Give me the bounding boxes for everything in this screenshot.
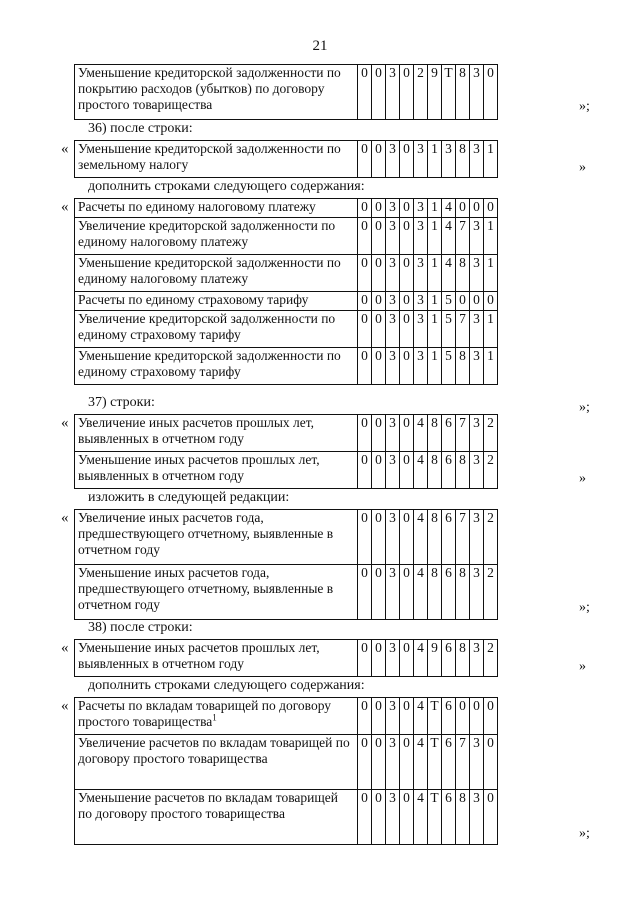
row-description: Уменьшение расчетов по вкладам товарищей по договору простого товарищества bbox=[75, 790, 358, 845]
code-table bbox=[74, 414, 498, 489]
code-digit-cell: 7 bbox=[456, 218, 470, 255]
code-digit-cell: 5 bbox=[442, 348, 456, 385]
code-digit-cell: 0 bbox=[400, 640, 414, 677]
code-digit-cell: Т bbox=[428, 735, 442, 790]
code-digit-cell: 0 bbox=[372, 698, 386, 735]
code-digit-cell: 0 bbox=[484, 735, 498, 790]
code-digit-cell: 1 bbox=[428, 255, 442, 292]
closing-quote: »; bbox=[579, 99, 590, 114]
code-digit-cell: 0 bbox=[456, 292, 470, 311]
code-table-segment bbox=[61, 697, 590, 845]
code-digit-cell: 0 bbox=[358, 510, 372, 565]
code-digit-cell: 0 bbox=[400, 735, 414, 790]
code-digit-cell: 3 bbox=[386, 348, 400, 385]
code-digit-cell: 8 bbox=[428, 510, 442, 565]
code-digit-cell: 3 bbox=[386, 311, 400, 348]
code-digit-cell: 1 bbox=[484, 141, 498, 178]
opening-quote: « bbox=[61, 698, 69, 714]
code-digit-cell: 0 bbox=[400, 452, 414, 489]
code-digit-cell: 8 bbox=[428, 565, 442, 620]
table-row bbox=[75, 415, 498, 452]
code-digit-cell: Т bbox=[428, 698, 442, 735]
code-digit-cell: 0 bbox=[358, 292, 372, 311]
code-digit-cell: 8 bbox=[456, 565, 470, 620]
code-digit-cell: 8 bbox=[428, 452, 442, 489]
code-digit-cell: 3 bbox=[470, 790, 484, 845]
code-digit-cell: 2 bbox=[484, 452, 498, 489]
code-digit-cell: 4 bbox=[442, 218, 456, 255]
code-table-segment bbox=[61, 414, 586, 489]
code-digit-cell: 6 bbox=[442, 640, 456, 677]
row-description: Уменьшение иных расчетов прошлых лет, выявленных в отчетном году bbox=[75, 452, 358, 489]
code-digit-cell: 4 bbox=[414, 698, 428, 735]
code-digit-cell: 2 bbox=[484, 510, 498, 565]
row-description: Расчеты по единому налоговому платежу bbox=[75, 199, 358, 218]
code-digit-cell: 3 bbox=[470, 510, 484, 565]
code-digit-cell: Т bbox=[428, 790, 442, 845]
opening-quote: « bbox=[61, 199, 69, 215]
code-digit-cell: 0 bbox=[470, 292, 484, 311]
code-table bbox=[74, 140, 498, 178]
code-digit-cell: 9 bbox=[428, 65, 442, 120]
code-digit-cell: 3 bbox=[386, 199, 400, 218]
code-digit-cell: 7 bbox=[456, 735, 470, 790]
code-digit-cell: 0 bbox=[456, 698, 470, 735]
code-digit-cell: 0 bbox=[372, 735, 386, 790]
code-digit-cell: 4 bbox=[442, 199, 456, 218]
code-digit-cell: 3 bbox=[414, 199, 428, 218]
code-digit-cell: 3 bbox=[386, 141, 400, 178]
code-digit-cell: 0 bbox=[400, 311, 414, 348]
code-digit-cell: 3 bbox=[470, 348, 484, 385]
code-digit-cell: 0 bbox=[372, 311, 386, 348]
opening-quote: « bbox=[61, 141, 69, 157]
code-digit-cell: 2 bbox=[484, 415, 498, 452]
table-row bbox=[75, 640, 498, 677]
code-digit-cell: 8 bbox=[456, 790, 470, 845]
code-digit-cell: 1 bbox=[484, 218, 498, 255]
code-digit-cell: 1 bbox=[484, 255, 498, 292]
code-digit-cell: 3 bbox=[470, 415, 484, 452]
code-digit-cell: 0 bbox=[358, 415, 372, 452]
table-row bbox=[75, 565, 498, 620]
code-digit-cell: 3 bbox=[470, 640, 484, 677]
code-digit-cell: 0 bbox=[400, 255, 414, 292]
closing-quote: »; bbox=[579, 826, 590, 841]
code-digit-cell: 2 bbox=[414, 65, 428, 120]
code-digit-cell: 0 bbox=[372, 565, 386, 620]
code-digit-cell: 8 bbox=[456, 348, 470, 385]
code-digit-cell: 4 bbox=[414, 452, 428, 489]
code-digit-cell: 7 bbox=[456, 510, 470, 565]
code-digit-cell: 0 bbox=[372, 218, 386, 255]
code-digit-cell: 1 bbox=[484, 311, 498, 348]
instruction-line: изложить в следующей редакции: bbox=[88, 490, 290, 505]
code-digit-cell: 0 bbox=[358, 698, 372, 735]
row-description: Увеличение иных расчетов года, предшествующего отчетному, выявленные в отчетном году bbox=[75, 510, 358, 565]
row-description: Увеличение кредиторской задолженности по единому страховому тарифу bbox=[75, 311, 358, 348]
code-digit-cell: 0 bbox=[372, 199, 386, 218]
code-digit-cell: 3 bbox=[386, 510, 400, 565]
code-digit-cell: 8 bbox=[456, 141, 470, 178]
closing-quote: » bbox=[579, 471, 586, 486]
code-digit-cell: 0 bbox=[400, 292, 414, 311]
code-digit-cell: 0 bbox=[400, 199, 414, 218]
code-digit-cell: 0 bbox=[358, 199, 372, 218]
code-digit-cell: 0 bbox=[400, 218, 414, 255]
row-description: Увеличение кредиторской задолженности по единому налоговому платежу bbox=[75, 218, 358, 255]
code-digit-cell: 6 bbox=[442, 415, 456, 452]
code-digit-cell: 1 bbox=[428, 199, 442, 218]
code-digit-cell: 0 bbox=[372, 255, 386, 292]
code-digit-cell: 0 bbox=[358, 348, 372, 385]
code-digit-cell: 6 bbox=[442, 452, 456, 489]
code-digit-cell: 3 bbox=[386, 65, 400, 120]
code-table-segment bbox=[61, 639, 586, 677]
code-digit-cell: 3 bbox=[386, 565, 400, 620]
opening-quote: « bbox=[61, 640, 69, 656]
code-digit-cell: 3 bbox=[386, 218, 400, 255]
table-row bbox=[75, 452, 498, 489]
code-digit-cell: 3 bbox=[386, 698, 400, 735]
code-digit-cell: 4 bbox=[414, 565, 428, 620]
opening-quote: « bbox=[61, 415, 69, 431]
code-digit-cell: 2 bbox=[484, 640, 498, 677]
code-digit-cell: 0 bbox=[484, 199, 498, 218]
table-row bbox=[75, 311, 498, 348]
code-digit-cell: 0 bbox=[372, 141, 386, 178]
code-table bbox=[74, 198, 498, 385]
instruction-line: 36) после строки: bbox=[88, 121, 193, 136]
code-digit-cell: 0 bbox=[358, 255, 372, 292]
code-digit-cell: 3 bbox=[470, 218, 484, 255]
table-row bbox=[75, 790, 498, 845]
code-digit-cell: 3 bbox=[386, 292, 400, 311]
code-digit-cell: 3 bbox=[414, 141, 428, 178]
code-digit-cell: 1 bbox=[428, 311, 442, 348]
code-digit-cell: 3 bbox=[414, 218, 428, 255]
instruction-line: 38) после строки: bbox=[88, 620, 193, 635]
code-table-segment bbox=[61, 509, 590, 620]
code-digit-cell: 3 bbox=[386, 640, 400, 677]
footnote-marker: 1 bbox=[212, 712, 217, 723]
code-digit-cell: 0 bbox=[456, 199, 470, 218]
table-row bbox=[75, 698, 498, 735]
code-digit-cell: 0 bbox=[484, 292, 498, 311]
code-digit-cell: 3 bbox=[470, 65, 484, 120]
code-digit-cell: 0 bbox=[400, 348, 414, 385]
code-digit-cell: 1 bbox=[428, 348, 442, 385]
code-digit-cell: 0 bbox=[484, 698, 498, 735]
code-digit-cell: 3 bbox=[470, 565, 484, 620]
code-digit-cell: 5 bbox=[442, 292, 456, 311]
code-digit-cell: 6 bbox=[442, 735, 456, 790]
code-digit-cell: 6 bbox=[442, 790, 456, 845]
code-digit-cell: 3 bbox=[470, 255, 484, 292]
table-row bbox=[75, 255, 498, 292]
code-digit-cell: 8 bbox=[428, 415, 442, 452]
code-digit-cell: 6 bbox=[442, 510, 456, 565]
code-digit-cell: 0 bbox=[400, 141, 414, 178]
closing-quote: »; bbox=[579, 600, 590, 615]
row-description: Уменьшение кредиторской задолженности по единому налоговому платежу bbox=[75, 255, 358, 292]
code-digit-cell: 7 bbox=[456, 415, 470, 452]
code-digit-cell: 3 bbox=[386, 415, 400, 452]
code-digit-cell: 8 bbox=[456, 65, 470, 120]
table-row bbox=[75, 65, 498, 120]
code-table-segment bbox=[61, 140, 586, 178]
code-digit-cell: 0 bbox=[400, 698, 414, 735]
code-digit-cell: 3 bbox=[470, 735, 484, 790]
closing-quote: » bbox=[579, 160, 586, 175]
code-table bbox=[74, 697, 498, 845]
code-digit-cell: 0 bbox=[372, 790, 386, 845]
row-description: Уменьшение кредиторской задолженности по единому страховому тарифу bbox=[75, 348, 358, 385]
code-digit-cell: 2 bbox=[484, 565, 498, 620]
code-digit-cell: 7 bbox=[456, 311, 470, 348]
code-digit-cell: 0 bbox=[400, 790, 414, 845]
code-digit-cell: 3 bbox=[386, 452, 400, 489]
row-description: Уменьшение кредиторской задолженности по земельному налогу bbox=[75, 141, 358, 178]
code-digit-cell: 3 bbox=[386, 790, 400, 845]
table-row bbox=[75, 348, 498, 385]
code-digit-cell: 0 bbox=[358, 735, 372, 790]
code-digit-cell: 0 bbox=[372, 640, 386, 677]
code-digit-cell: 0 bbox=[372, 510, 386, 565]
code-digit-cell: 3 bbox=[470, 311, 484, 348]
code-digit-cell: 3 bbox=[470, 141, 484, 178]
code-digit-cell: 3 bbox=[414, 348, 428, 385]
code-digit-cell: 4 bbox=[414, 640, 428, 677]
code-digit-cell: 3 bbox=[414, 311, 428, 348]
code-digit-cell: 4 bbox=[414, 735, 428, 790]
instruction-line: дополнить строками следующего содержания: bbox=[88, 678, 365, 693]
code-digit-cell: 0 bbox=[400, 415, 414, 452]
code-digit-cell: 0 bbox=[358, 311, 372, 348]
code-digit-cell: 0 bbox=[372, 292, 386, 311]
code-digit-cell: 0 bbox=[372, 415, 386, 452]
code-digit-cell: 0 bbox=[484, 790, 498, 845]
code-digit-cell: 1 bbox=[428, 141, 442, 178]
code-digit-cell: 1 bbox=[484, 348, 498, 385]
code-table bbox=[74, 639, 498, 677]
code-digit-cell: 0 bbox=[358, 640, 372, 677]
page-number: 21 bbox=[312, 38, 328, 54]
code-digit-cell: 0 bbox=[372, 65, 386, 120]
code-digit-cell: 4 bbox=[414, 510, 428, 565]
code-digit-cell: 0 bbox=[400, 65, 414, 120]
code-digit-cell: 0 bbox=[372, 348, 386, 385]
code-digit-cell: 0 bbox=[358, 565, 372, 620]
closing-quote: » bbox=[579, 659, 586, 674]
table-row bbox=[75, 510, 498, 565]
code-digit-cell: 4 bbox=[442, 255, 456, 292]
code-digit-cell: 0 bbox=[470, 199, 484, 218]
row-description: Уменьшение иных расчетов прошлых лет, выявленных в отчетном году bbox=[75, 640, 358, 677]
code-digit-cell: 0 bbox=[400, 510, 414, 565]
instruction-line: дополнить строками следующего содержания: bbox=[88, 179, 365, 194]
code-digit-cell: 0 bbox=[358, 141, 372, 178]
code-digit-cell: 0 bbox=[358, 790, 372, 845]
code-table-segment bbox=[74, 64, 590, 120]
code-digit-cell: 3 bbox=[414, 255, 428, 292]
instruction-line: 37) строки: bbox=[88, 395, 155, 410]
code-digit-cell: 0 bbox=[400, 565, 414, 620]
code-digit-cell: 3 bbox=[386, 735, 400, 790]
opening-quote: « bbox=[61, 510, 69, 526]
code-table bbox=[74, 64, 498, 120]
code-digit-cell: 8 bbox=[456, 640, 470, 677]
table-row bbox=[75, 735, 498, 790]
code-digit-cell: 5 bbox=[442, 311, 456, 348]
code-digit-cell: 0 bbox=[358, 452, 372, 489]
code-digit-cell: 3 bbox=[386, 255, 400, 292]
row-description: Уменьшение кредиторской задолженности по покрытию расходов (убытков) по договору простого товарищества bbox=[75, 65, 358, 120]
code-table bbox=[74, 509, 498, 620]
code-digit-cell: 0 bbox=[358, 218, 372, 255]
code-digit-cell: 1 bbox=[428, 292, 442, 311]
code-digit-cell: 0 bbox=[372, 452, 386, 489]
code-digit-cell: 3 bbox=[442, 141, 456, 178]
row-description: Увеличение иных расчетов прошлых лет, выявленных в отчетном году bbox=[75, 415, 358, 452]
code-digit-cell: 8 bbox=[456, 255, 470, 292]
code-digit-cell: 4 bbox=[414, 790, 428, 845]
table-row bbox=[75, 199, 498, 218]
code-digit-cell: 9 bbox=[428, 640, 442, 677]
row-description: Уменьшение иных расчетов года, предшествующего отчетному, выявленные в отчетном году bbox=[75, 565, 358, 620]
table-row bbox=[75, 292, 498, 311]
row-description: Расчеты по единому страховому тарифу bbox=[75, 292, 358, 311]
row-description: Расчеты по вкладам товарищей по договору простого товарищества$^1$ bbox=[75, 698, 358, 735]
code-digit-cell: 3 bbox=[414, 292, 428, 311]
code-digit-cell: 1 bbox=[428, 218, 442, 255]
code-digit-cell: 0 bbox=[470, 698, 484, 735]
code-digit-cell: 8 bbox=[456, 452, 470, 489]
code-digit-cell: 0 bbox=[484, 65, 498, 120]
closing-quote: »; bbox=[579, 400, 590, 415]
row-description: Увеличение расчетов по вкладам товарищей по договору простого товарищества bbox=[75, 735, 358, 790]
table-row bbox=[75, 141, 498, 178]
code-digit-cell: Т bbox=[442, 65, 456, 120]
code-digit-cell: 0 bbox=[358, 65, 372, 120]
code-digit-cell: 3 bbox=[470, 452, 484, 489]
code-digit-cell: 4 bbox=[414, 415, 428, 452]
code-digit-cell: 6 bbox=[442, 698, 456, 735]
code-digit-cell: 6 bbox=[442, 565, 456, 620]
table-row bbox=[75, 218, 498, 255]
